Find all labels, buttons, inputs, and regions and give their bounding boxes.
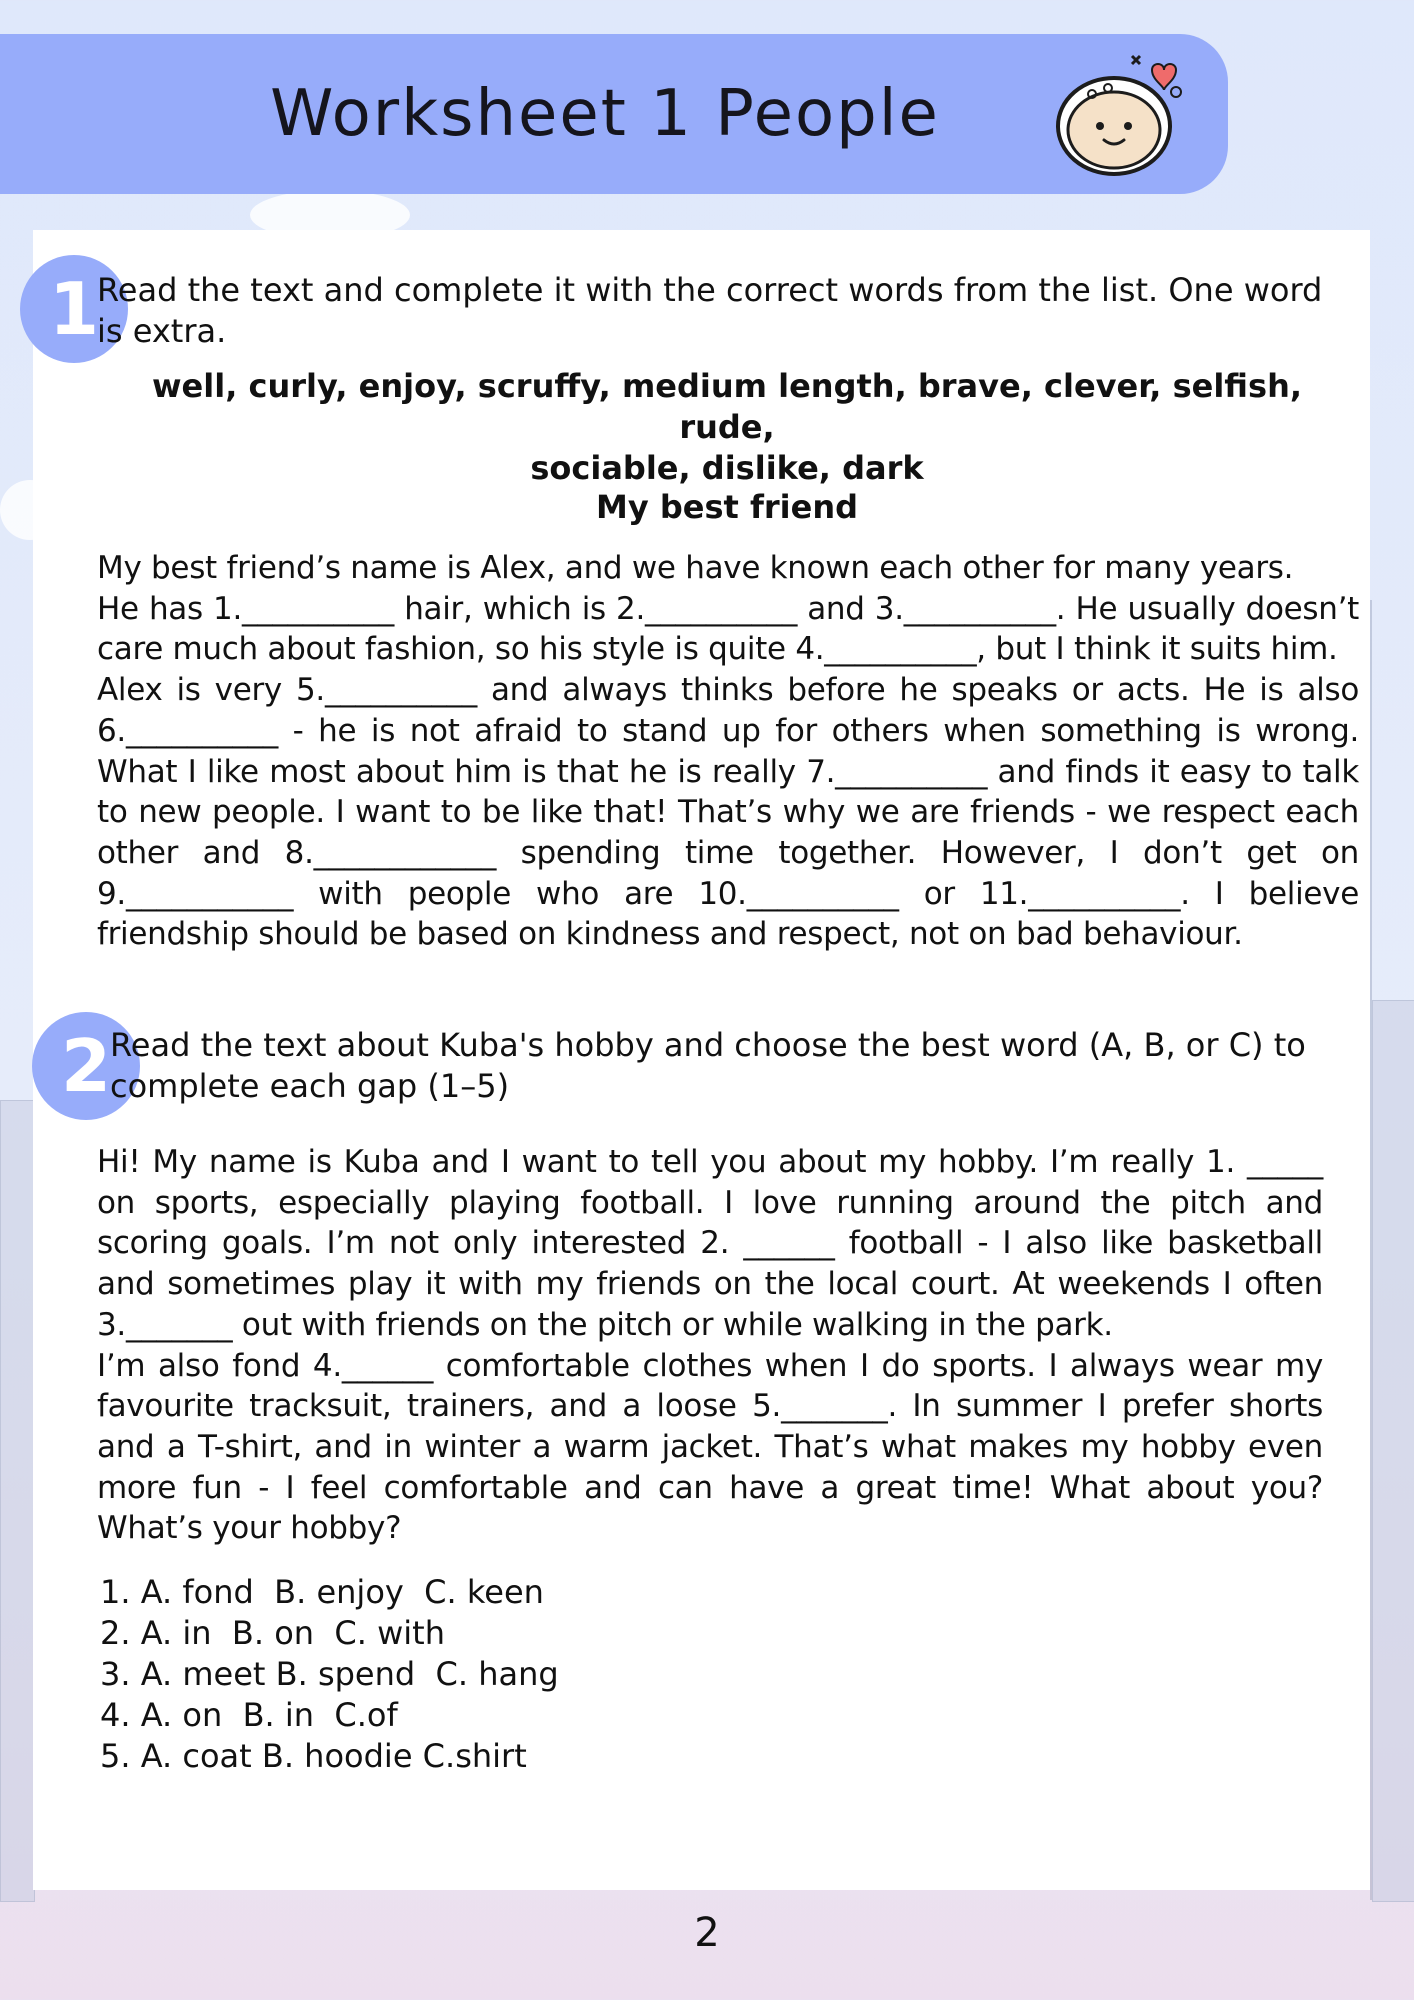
- answer-options: [100, 1572, 559, 1777]
- text-line: I’m also fond 4.______ comfortable clothes when I do sports. I always wear my: [97, 1347, 1323, 1384]
- exercise-2-text: [97, 1142, 1323, 1549]
- text-line: on sports, especially playing football. I love running around the pitch and: [97, 1184, 1323, 1221]
- text-line: and a T-shirt, and in winter a warm jacket. That’s what makes my hobby even: [97, 1428, 1323, 1465]
- text-line: My best friend’s name is Alex, and we have known each other for many years.: [97, 550, 1294, 586]
- text-line: to new people. I want to be like that! That’s why we are friends - we respect each: [97, 794, 1359, 831]
- text-title: My best friend: [596, 488, 858, 526]
- text-line: more fun - I feel comfortable and can have a great time! What about you?: [97, 1469, 1323, 1506]
- text-line: What I like most about him is that he is really 7.__________ and finds it easy to talk: [97, 753, 1359, 790]
- answer-option: 5. A. coat B. hoodie C.shirt: [100, 1737, 527, 1775]
- text-line: friendship should be based on kindness and respect, not on bad behaviour.: [97, 916, 1243, 953]
- text-line: 6.__________ - he is not afraid to stand up for others when something is wrong.: [97, 712, 1359, 749]
- text-line: He has 1.__________ hair, which is 2.__________ and 3.__________. He usually doesn’t: [97, 590, 1359, 627]
- exercise-2-instruction: Read the text about Kuba's hobby and choose the best word (A, B, or C) to complete each gap (1–5): [110, 1026, 1306, 1105]
- text-line: 3._______ out with friends on the pitch or while walking in the park.: [97, 1306, 1113, 1343]
- page-number: 2: [694, 1910, 720, 1956]
- page-title: Worksheet 1 People: [270, 77, 940, 151]
- text-line: other and 8.____________ spending time together. However, I don’t get on: [97, 834, 1359, 871]
- word-list-line: well, curly, enjoy, scruffy, medium length, brave, clever, selfish, rude,: [151, 367, 1302, 446]
- text-line: What’s your hobby?: [97, 1510, 402, 1547]
- text-line: Hi! My name is Kuba and I want to tell you about my hobby. I’m really 1. _____: [97, 1144, 1323, 1180]
- exercise-1-number: 1: [20, 255, 128, 363]
- background-building: [1372, 1000, 1414, 1902]
- text-line: favourite tracksuit, trainers, and a loose 5._______. In summer I prefer shorts: [97, 1388, 1323, 1425]
- answer-option: 3. A. meet B. spend C. hang: [100, 1655, 559, 1693]
- word-list: [120, 366, 1334, 489]
- answer-option: 2. A. in B. on C. with: [100, 1614, 445, 1652]
- exercise-2-number: 2: [32, 1012, 140, 1120]
- text-line: scoring goals. I’m not only interested 2. ______ football - I also like basketball: [97, 1225, 1323, 1262]
- text-line: 9.___________ with people who are 10.__________ or 11.__________. I believe: [97, 875, 1359, 912]
- word-list-line: sociable, dislike, dark: [530, 449, 924, 487]
- answer-option: 4. A. on B. in C.of: [100, 1696, 398, 1734]
- text-line: Alex is very 5.__________ and always thinks before he speaks or acts. He is also: [97, 672, 1359, 709]
- exercise-1-text: [97, 548, 1359, 955]
- answer-option: 1. A. fond B. enjoy C. keen: [100, 1573, 544, 1611]
- background-building: [0, 1100, 35, 1902]
- exercise-1-instruction: Read the text and complete it with the correct words from the list. One word is extra.: [97, 271, 1323, 350]
- text-line: care much about fashion, so his style is quite 4.__________, but I think it suits him.: [97, 631, 1338, 668]
- smiley-face-icon: [1052, 48, 1192, 180]
- text-line: and sometimes play it with my friends on the local court. At weekends I often: [97, 1266, 1323, 1303]
